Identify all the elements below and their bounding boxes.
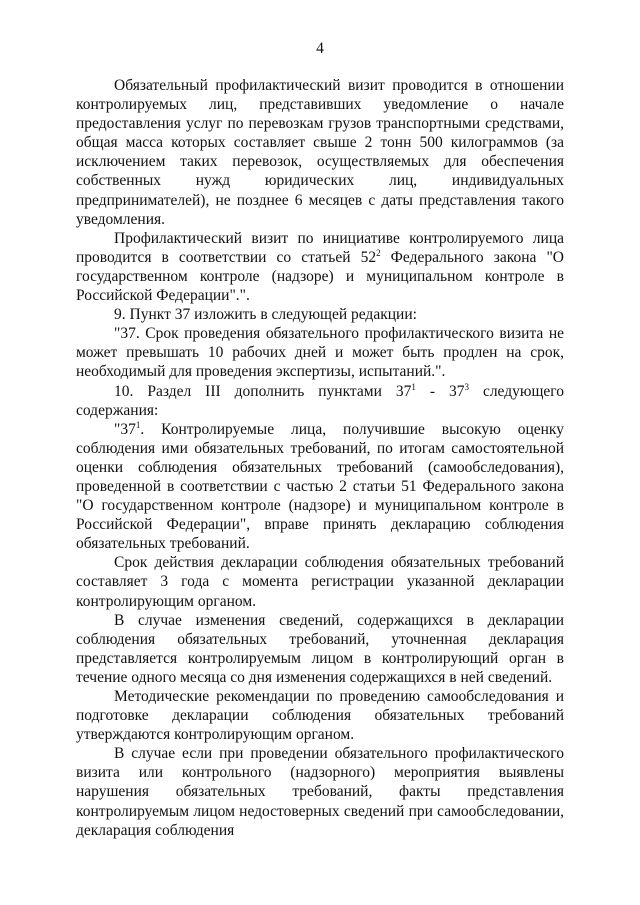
- paragraph-mandatory-visit: Обязательный профилактический визит проводится в отношении контролируемых лиц, представивших уведомление о начале предоставления услуг по перевозкам грузов транспортными средствами, общая масса которых составляет свыше 2 тонн 500 килограммов (за исключением таких перевозок, осуществляемых для обеспечения собственных нужд юридических лиц, индивидуальных предпринимателей), не позднее 6 месяцев с даты представления такого уведомления.: [76, 77, 564, 228]
- document-body: [76, 76, 564, 840]
- paragraph-text: Профилактический визит по инициативе контролируемого лица проводится в соответствии со статьей 52: [76, 229, 564, 266]
- paragraph-text: Федерального закона "О государственном контроле (надзоре) и муниципальном контроле в Российской Федерации".".: [76, 248, 564, 305]
- paragraph-text: следующего содержания:: [76, 382, 564, 419]
- page-number: 4: [316, 40, 324, 57]
- paragraph-item-9: 9. Пункт 37 изложить в следующей редакции:: [114, 306, 417, 324]
- paragraph-methodical-recommendations: Методические рекомендации по проведению самообследования и подготовке декларации соблюдения обязательных требований утверждаются контролирующим органом.: [76, 688, 564, 744]
- paragraph-text: . Контролируемые лица, получившие высокую оценку соблюдения ими обязательных требований, по итогам самостоятельной оценки соблюдения обязательных требований (самообследования), проведенной в соответствии с частью 2 статьи 51 Федерального закона "О государственном контроле (надзоре) и муниципальном контроле в Российской Федерации", вправе принять декларацию соблюдения обязательных требований.: [76, 420, 564, 553]
- superscript: 1: [135, 419, 141, 430]
- paragraph-violations: В случае если при проведении обязательного профилактического визита или контрольного (надзорного) мероприятия выявлены нарушения обязательных требований, факты представления контролируемым лицом недостоверных сведений при самообследовании, декларация соблюдения: [76, 745, 564, 839]
- paragraph-item-10: [76, 382, 564, 420]
- paragraph-text: "37: [114, 420, 136, 438]
- paragraph-declaration-term: Срок действия декларации соблюдения обязательных требований составляет 3 года с момента регистрации указанной декларации контролирующим органом.: [76, 554, 564, 610]
- superscript: 1: [411, 381, 416, 392]
- superscript: 2: [376, 247, 381, 258]
- paragraph-text: 10. Раздел III дополнить пунктами 37: [114, 382, 412, 400]
- paragraph-item-37: "37. Срок проведения обязательного профилактического визита не может превышать 10 рабочих дней и может быть продлен на срок, необходимый для проведения экспертизы, испытаний.".: [76, 325, 564, 381]
- paragraph-declaration-update: В случае изменения сведений, содержащихся в декларации соблюдения обязательных требований, уточненная декларация представляется контролируемым лицом в контролирующий орган в течение одного месяца со дня изменения содержащихся в ней сведений.: [76, 611, 564, 686]
- paragraph-item-37-1: [76, 420, 564, 554]
- superscript: 3: [464, 381, 469, 392]
- paragraph-initiative-visit: [76, 229, 564, 305]
- paragraph-text: - 37: [415, 382, 465, 400]
